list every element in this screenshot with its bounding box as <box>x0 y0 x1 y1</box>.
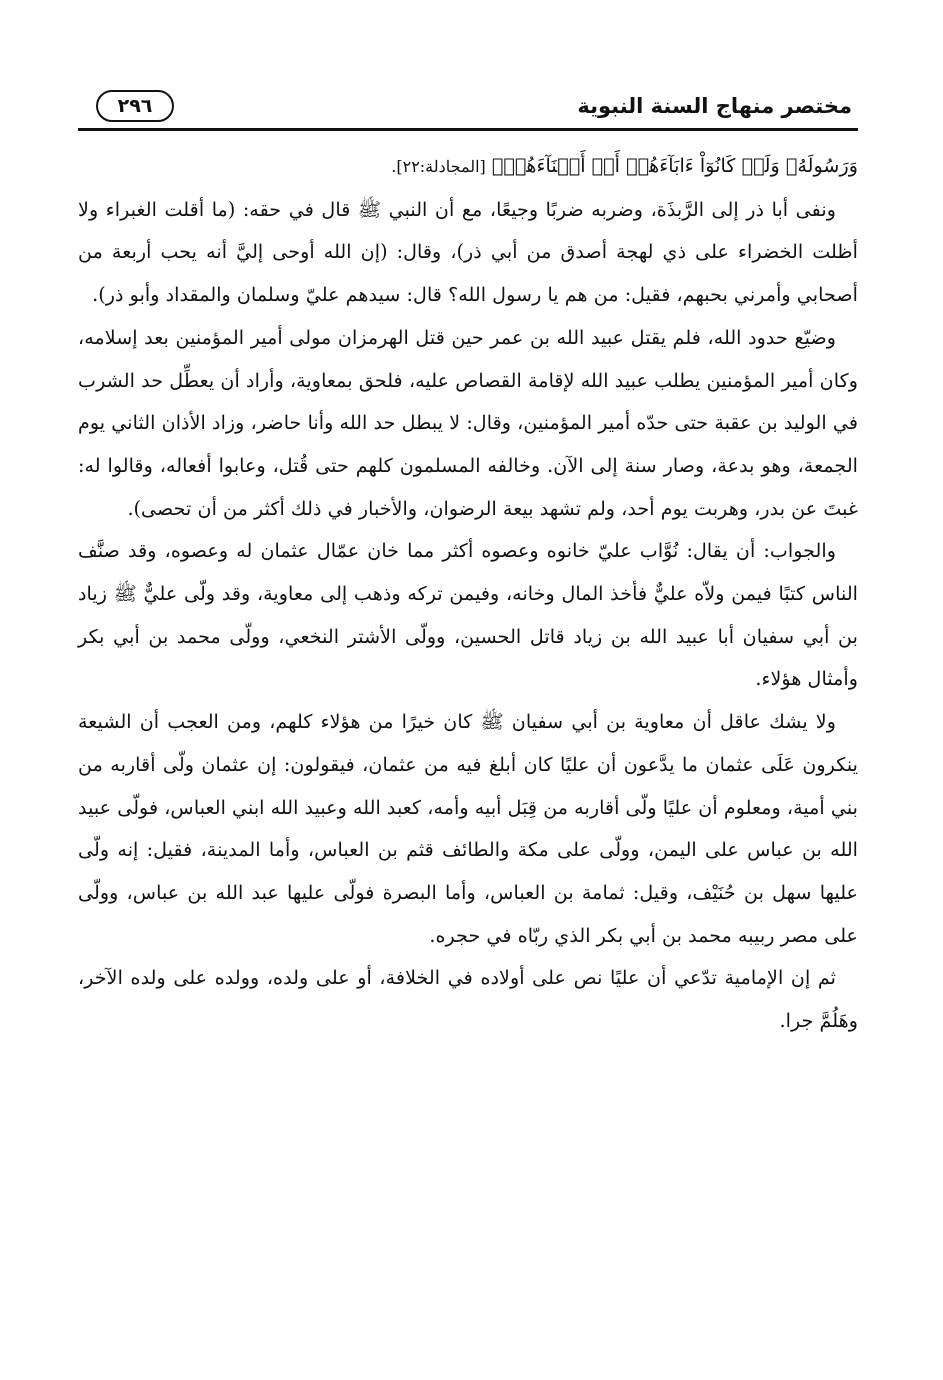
paragraph: ونفى أبا ذر إلى الرَّبذَة، وضربه ضربًا وجيعًا، مع أن النبي ﷺ قال في حقه: (ما أقلت الغبراء ولا أظلت الخضراء على ذي لهجة أصدق من أبي ذر)، وقال: (إن الله أوحى إليَّ أنه يحب أربعة من أصحابي وأمرني بحبهم، فقيل: من هم يا رسول الله؟ قال: سيدهم عليّ وسلمان والمقداد وأبو ذر). <box>78 197 858 307</box>
page-header <box>78 84 858 128</box>
header-rule <box>78 128 858 131</box>
quran-verse-text: وَرَسُولَهُۥ وَلَوۡ كَانُوٓاْ ءَابَآءَهُمۡ أَوۡ أَبۡنَآءَهُمۡ﴾ <box>491 154 858 177</box>
book-title: مختصر منهاج السنة النبوية <box>577 94 852 118</box>
page-body <box>78 145 858 1043</box>
page <box>78 84 858 1043</box>
paragraph: والجواب: أن يقال: نُوَّاب عليّ خانوه وعصوه أكثر مما خان عمّال عثمان له وعصوه، وقد صنَّف الناس كتبًا فيمن ولاّه عليٌّ فأخذ المال وخانه، وفيمن تركه وذهب إلى معاوية، وقد ولّى عليٌّ ﷺ زياد بن أبي سفيان أبا عبيد الله بن زياد قاتل الحسين، وولّى الأشتر النخعي، وولّى محمد بن أبي بكر وأمثال هؤلاء. <box>78 539 858 691</box>
paragraph: ولا يشك عاقل أن معاوية بن أبي سفيان ﷺ كان خيرًا من هؤلاء كلهم، ومن العجب أن الشيعة ينكرون عَلَى عثمان ما يدَّعون أن عليًا كان أبلغ فيه من عثمان، فيقولون: إن عثمان ولّى أقاربه من بني أمية، ومعلوم أن عليًا ولّى أقاربه من قِبَل أبيه وأمه، كعبد الله وعبيد الله ابني العباس، فولّى عبيد الله بن عباس على اليمن، وولّى على مكة والطائف قثم بن العباس، وأما المدينة، فقيل: إنه ولّى عليها سهل بن حُنَيْف، وقيل: ثمامة بن العباس، وأما البصرة فولّى عليها عبد الله بن عباس، وولّى على مصر ربيبه محمد بن أبي بكر الذي ربّاه في حجره. <box>78 710 858 947</box>
paragraph: وضيّع حدود الله، فلم يقتل عبيد الله بن عمر حين قتل الهرمزان مولى أمير المؤمنين بعد إسلامه، وكان أمير المؤمنين يطلب عبيد الله لإقامة القصاص عليه، فلحق بمعاوية، وأراد أن يعطِّل حد الشرب في الوليد بن عقبة حتى حدّه أمير المؤمنين، وقال: لا يبطل حد الله وأنا حاضر، وزاد الأذان الثاني يوم الجمعة، وهو بدعة، وصار سنة إلى الآن. وخالفه المسلمون كلهم حتى قُتل، وعابوا أفعاله، وقالوا له: غبتَ عن بدر، وهربت يوم أحد، ولم تشهد بيعة الرضوان، والأخبار في ذلك أكثر من أن تحصى). <box>78 325 858 520</box>
paragraph-quran-verse <box>78 145 858 189</box>
paragraph: ثم إن الإمامية تدّعي أن عليًا نص على أولاده في الخلافة، أو على ولده، وولده على ولده الآخر، وهَلُمَّ جرا. <box>78 966 858 1033</box>
page-number-badge: ٢٩٦ <box>96 90 174 122</box>
verse-reference: [المجادلة:٢٢]. <box>391 157 486 176</box>
